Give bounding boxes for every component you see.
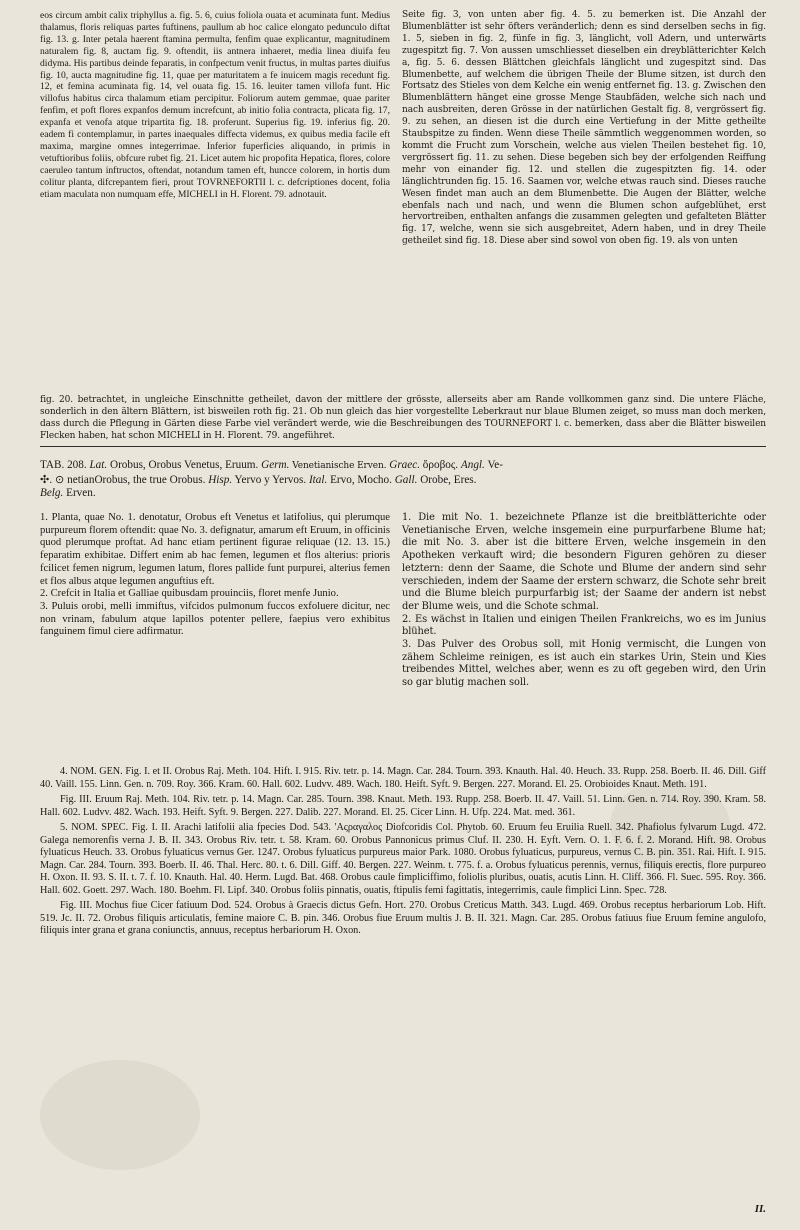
hisp-name-cont: y Yervos. — [264, 473, 307, 486]
nomen-genericum-fig3: Fig. III. Eruum Raj. Meth. 104. Riv. tetr. p. 14. Magn. Car. 285. Tourn. 398. Knaut. Meth. 193. Rupp. 258. Boerb. II. 47. Vaill. 51. Linn. Gen. n. 714. Roy. 390. Kram. 58. Hall. 602. Ludvv. 482. Wach. 193. Heift. Syft. 9. Bergen. 227. Dalib. 227. Morand. El. 25. Cicer Linn. H. Ufp. 224. Mat. med. 361. — [40, 794, 766, 818]
germ-name: Venetianische Erven. — [292, 461, 387, 471]
catchword: II. — [754, 1203, 766, 1215]
ital-name: Ervo, Mocho. — [330, 473, 392, 486]
angl-label: Angl. — [460, 459, 485, 471]
plate-header-line-2 — [40, 474, 766, 488]
bibliography — [40, 766, 766, 941]
plate-header-line-3 — [40, 487, 766, 501]
english-name: ✣. ⊙ netianOrobus, the true Orobus. — [40, 473, 206, 486]
latin-para-3: 3. Puluis orobi, melli immiftus, vifcidos pulmonum fuccos exfoluere dicitur, nec non vrinam, fabulum atque lapillos potenter pellere, faepius vero exhibitus fanguinem fimul ciere adfirmatur. — [40, 600, 390, 638]
lat-name: Orobus, Orobus Venetus, Eruum. — [109, 459, 259, 471]
top-german-fullwidth-text: fig. 20. betrachtet, in ungleiche Einschnitte getheilet, davon der mittlere der grösste, allerseits aber am Rande vollkommen ganz sind. Die untere Fläche, sonderlich in den ältern Blättern, ist bisweilen roth fig. 21. Ob nun gleich das hier vorgestellte Leberkraut nur blaue Blumen zeiget, so muss man doch merken, dass durch die Pflegung in Gärten diese Farbe viel verändert werde, wie die Beschreibungen des TOURNEFORT l. c. bemerken, dass aber die Blätter bisweilen Flecken haben, hat schon MICHELI in H. Florent. 79. angeführet. — [40, 395, 766, 441]
top-german-text: Seite fig. 3, von unten aber fig. 4. 5. zu bemerken ist. Die Anzahl der Blumenblätter ist sehr öfters veränderlich; denn es sind derselben sechs in fig. 1. 5, sieben in fig. 2, fünfe in fig. 3, länglicht, voll Adern, und unterwärts zugespitzt fig. 7. Von aussen umschliesset dieselben ein dreyblätterichter Kelch a, fig. 5. 6. dessen Blättchen gleichfals länglicht und zugespitzt sind. Das Blumenbette, auf welchem die übrigen Theile der Blume sitzen, ist durch den Fortsatz des Stieles von dem Kelche ein wenig entfernet fig. 13. g. Zwischen den Blumenblättern hänget eine grosse Menge Staubfäden, welche sich nach und nach ausbreiten, deren Grösse in der natürlichen Gestalt fig. 8, vergrössert fig. 9. zu sehen, an diesen ist die durch eine Vertiefung in der Mitte getheilte Staubspitze zu finden. Wenn diese Theile sämmtlich weggenommen worden, so kommt die Frucht zum Vorschein, welche aus vielen Theilen bestehet fig. 10, vergrössert fig. 11. zu sehen. Diese begeben sich bey der erfolgenden Reiffung mehr von einander fig. 12. und stellen die zugespitzten fig. 14. oder länglichtrunden fig. 15. 16. Saamen vor, welche etwas rauch sind. Dieses rauche Wesen findet man auch an dem Blumenbette. Die Augen der Blätter, welche ebenfals nach und nach, und wenn die Blumen schon aufgeblühet, erst hervortreiben, enthalten anfangs die zusammen gelegten und gefalteten Blätter fig. 17, welche, wenn sie sich ausgebreitet, Adern haben, und in drey Theile getheilet sind fig. 18. Diese aber sind sowol von oben fig. 19. als von unten — [402, 10, 766, 247]
germ-label: Germ. — [261, 459, 290, 471]
nomen-specificum-fig3: Fig. III. Mochus fiue Cicer fatiuum Dod. 524. Orobus à Graecis dictus Gefn. Hort. 270. Orobus Creticus Matth. 343. Lugd. 469. Orobus receptus herbariorum Lob. Hift. 519. Jc. II. 72. Orobus filiquis articulatis, femine maiore C. B. pin. 346. Orobus fiue Eruum multis J. B. II. 321. Magn. Car. 285. Orobus fatiuus fiue Eruum femine angulofo, filiquis inter grana et grana coniunctis, annuus, receptus herbariorum H. Oxon. — [40, 900, 766, 936]
angl-name: Ve- — [487, 459, 503, 471]
nomen-specificum: 5. NOM. SPEC. Fig. I. II. Arachi latifolii alia fpecies Dod. 543. 'Αςραγαλος Diofcoridis Col. Phytob. 60. Eruum feu Eruilia Ruell. 342. Phafiolus fylvarum Lugd. 472. Galega nemorenfis verna J. B. II. 343. Orobus Riv. tetr. t. 58. Kram. 60. Orobus Pannonicus primus Cluf. II. 230. H. Eyft. Vern. O. 1. F. 6. f. 2. Morand. Hift. 98. Orobus fyluaticus Heuch. 33. Orobus fyluaticus vernus Ger. 1247. Orobus fyluaticus purpureus maior Park. 1080. Orobus fyluaticus, purpureus, vernus C. B. pin. 351. Rai. Hift. I. 915. Magn. Car. 284. Tourn. 393. Boerb. II. 46. Thal. Herc. 80. t. 6. Dill. Giff. 40. Bergen. 227. Weinm. t. 775. f. a. Orobus fyluaticus perennis, vernus, filiquis erectis, flore purpureo H. Oxon. II. 93. S. II. t. 7. f. 10. Knauth. Hal. 40. Herm. Lugd. Bat. 468. Orobus caule fimpliciffimo, foliolis pluribus, ouatis, acutis Linn. H. Cliff. 366. Fl. Suec. 595. Roy. 366. Hall. 602. Goett. 297. Wach. 180. Boehm. Fl. Lipf. 340. Orobus foliis pinnatis, ouatis, ftipulis femi fagittatis, integerrimis, caule fimplici Linn. Spec. 728. — [40, 822, 766, 896]
german-para-2: 2. Es wächst in Italien und einigen Theilen Frankreichs, wo es im Junius blühet. — [402, 613, 766, 638]
top-latin-text: eos circum ambit calix triphyllus a. fig. 5. 6, cuius foliola ouata et acuminata funt. Medius thalamus, floris reliquas partes fuftinens, paullum ab hoc calice elongato pedunculo diftat fig. 13. g. Inter petala haerent ftamina permulta, fenfim quae explicantur, magnitudinem naturalem fig. 8, auctam fig. 9. oftendit, iis antnera inhaeret, media linea diuifa feu didyma. His partibus deinde feparatis, in confpectum venit fructus, in multas partes diuifus fig. 10, aucta magnitudine fig. 11, quae per maturitatem a fe inuicem magis recedunt fig. 12, et femina acuminata fig. 14, vel ouata fig. 15. 16. leuiter tamen villofa funt. Hic villofus habitus circa thalamum etiam percipitur. Foliorum autem gemmae, quae pariter fenfim, et poft flores expanfos demum increfcunt, ab initio folia contracta, plicata fig. 17, expanfa et venofa atque tripartita fig. 18. proferunt. Superius fig. 19. inferius fig. 20. eadem fi contemplamur, in partes inaequales diffecta videmus, ex quibus media facile eft maxima, margine omnes integerrimae. Inferior fuperficies aliquando, in primis in vetuftioribus foliis, obfcure rubet fig. 21. Licet autem hic propofita Hepatica, flores, colore caeruleo tantum inftructos, oftendat, notandum tamen eft, huncce colorem, in hortis dum colitur planta, difcrepantem fieri, prout TOVRNEFORTII l. c. defcriptiones docent, folia etiam maculata non numquam effe, MICHELI in H. Florent. 79. adnotauit. — [40, 10, 390, 200]
latin-para-2: 2. Crefcit in Italia et Galliae quibusdam prouinciis, floret menfe Junio. — [40, 588, 339, 600]
german-para-1: 1. Die mit No. 1. bezeichnete Pflanze ist die breitblätterichte oder Venetianische Erven, welche insgemein eine purpurfarbene Blume hat; die mit No. 3. aber ist die bittere Erven, welche insgemein in den Apotheken verkauft wird; die besondern Figuren gehören zu dieser letztern: denn der Saame, die Schote und Blume der andern sind sehr verschieden, indem der Saame der erstern schwarz, die Schote sehr breit und die Blume bleich purpurfarbig ist; der Saame der andern ist nebst der Blume weis, und die Schote schmal. — [402, 512, 766, 612]
german-para-3: 3. Das Pulver des Orobus soll, mit Honig vermischt, die Lungen von zähem Schleime reinigen, es ist auch ein starkes Urin, Stein und Kies treibendes Mittel, welches aber, wenn es zu oft gegeben wird, den Urin so gar blutig machen soll. — [402, 639, 766, 689]
latin-column — [40, 512, 390, 639]
plate-header-line-1 — [40, 459, 766, 474]
tab-label: TAB. — [40, 459, 65, 471]
section-divider — [40, 446, 766, 447]
german-column — [402, 512, 766, 690]
paper-stain — [40, 1060, 200, 1170]
lat-label: Lat. — [89, 459, 108, 471]
ital-label: Ital. — [308, 473, 328, 486]
hisp-label: Hisp. — [208, 473, 233, 486]
plate-header — [40, 459, 766, 501]
gall-label: Gall. — [394, 473, 418, 486]
belg-label: Belg. — [40, 487, 64, 500]
nomen-genericum: 4. NOM. GEN. Fig. I. et II. Orobus Raj. Meth. 104. Hift. I. 915. Riv. tetr. p. 14. Magn. Car. 284. Tourn. 393. Knauth. Hal. 40. Heuch. 33. Rupp. 258. Boerb. II. 46. Dill. Giff 40. Vaill. 155. Linn. Gen. n. 709. Roy. 366. Kram. 60. Hall. 602. Ludvv. 489. Wach. 180. Heift. Syft. 9. Bergen. 227. Morand. El. 25. Orobioides Knaut. Meth. 191. — [40, 766, 766, 790]
gall-name: Orobe, Eres. — [420, 473, 477, 486]
hisp-name: Yervo — [234, 473, 262, 486]
graec-name: ὄροβος. — [422, 459, 459, 471]
tab-number: 208. — [67, 459, 87, 471]
graec-label: Graec. — [389, 459, 420, 471]
belg-name: Erven. — [66, 487, 96, 500]
latin-para-1: 1. Planta, quae No. 1. denotatur, Orobus eft Venetus et latifolius, qui plerumque purpureum florem oftendit: quae No. 3. defignatur, amarum eft Eruum, in officinis quod plerumque proftat. Ad hanc etiam pertinent figurae reliquae (12. 13. 15.) feparatim exhibitae. Differt enim ab hac femen, legumen et flos alterius: prioris fcilicet femen nigrum, legumen latum, flores pallide funt purpurei, alterius femen et flos albus atque legumen anguftius eft. — [40, 512, 390, 587]
